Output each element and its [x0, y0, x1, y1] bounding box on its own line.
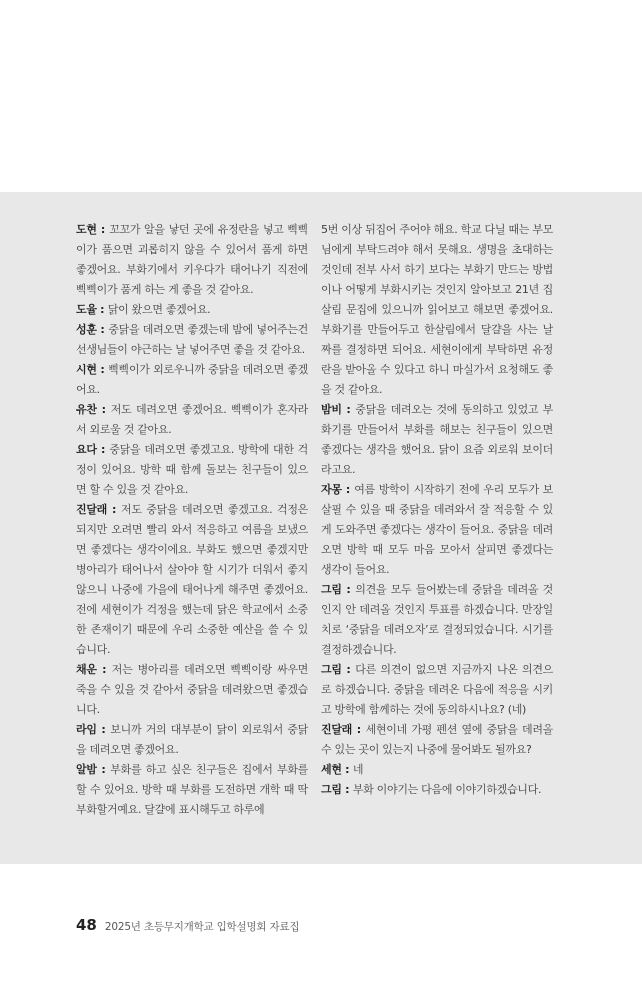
dialogue-line [76, 660, 308, 720]
dialogue-line [321, 760, 553, 780]
speaker-name: 채운 : [76, 663, 112, 676]
page-footer [76, 916, 299, 934]
speaker-name: 진달래 : [76, 503, 122, 516]
dialogue-line [321, 220, 553, 400]
left-column [76, 220, 308, 820]
speaker-name: 라임 : [76, 723, 111, 736]
dialogue-text: 보니까 거의 대부분이 닭이 외로워서 중닭을 데려오면 좋겠어요. [76, 723, 309, 756]
speaker-name: 도율 : [76, 303, 108, 316]
dialogue-text: 5번 이상 뒤집어 주어야 해요. 학교 다닐 때는 부모님에게 부탁드려야 해서 못해요. 생명을 초대하는 것인데 전부 사서 하기 보다는 부화기 만드는 방법이나 어떻게 부화시키는 것인지 알아보고 21년 집살림 문집에 있으니까 읽어보고 해보면 좋겠어요. 부화기를 만들어두고 한살림에서 달걀을 사는 날짜를 결정하면 되어요. 세현이에게 부탁하면 유정란을 받아올 수 있다고 하니 마실가서 요청해도 좋을 것 같아요. [321, 223, 553, 396]
dialogue-line [321, 400, 553, 480]
dialogue-line [76, 500, 308, 660]
dialogue-text: 저는 병아리를 데려오면 삑삑이랑 싸우면 죽을 수 있을 것 같아서 중닭을 데려왔으면 좋겠습니다. [76, 663, 308, 716]
page-number: 48 [76, 916, 97, 934]
speaker-name: 세현 : [321, 763, 353, 776]
dialogue-line [76, 220, 308, 300]
dialogue-text: 중닭을 데려오면 좋겠고요. 방학에 대한 걱정이 있어요. 방학 때 함께 돌보는 친구들이 있으면 할 수 있을 것 같아요. [76, 443, 308, 496]
speaker-name: 도현 : [76, 223, 110, 236]
dialogue-line [76, 720, 308, 760]
dialogue-text: 부화를 하고 싶은 친구들은 집에서 부화를 할 수 있어요. 방학 때 부화를 도전하면 개학 때 딱 부화할거예요. 달걀에 표시해두고 하루에 [76, 763, 309, 816]
dialogue-text: 삑삑이가 외로우니까 중닭을 데려오면 좋겠어요. [76, 363, 309, 396]
speaker-name: 밤비 : [321, 403, 356, 416]
dialogue-line [321, 480, 553, 580]
speaker-name: 요다 : [76, 443, 110, 456]
speaker-name: 진달래 : [321, 723, 366, 736]
speaker-name: 그림 : [321, 663, 356, 676]
dialogue-text: 저도 중닭을 데려오면 좋겠고요. 걱정은 되지만 오려면 빨리 와서 적응하고 여름을 보냈으면 좋겠다는 생각이에요. 부화도 했으면 좋겠지만 병아리가 태어나서 살아야 할 시기가 더워서 좋지 않으니 나중에 가을에 태어나게 해주면 좋겠어요. 전에 세현이가 걱정을 했는데 닭은 학교에서 소중한 존재이기 때문에 우리 소중한 예산을 쓸 수 있습니다. [76, 503, 308, 656]
document-title: 2025년 초등무지개학교 입학설명회 자료집 [104, 921, 300, 933]
dialogue-line [76, 760, 308, 820]
dialogue-line [321, 780, 553, 800]
dialogue-text: 여름 방학이 시작하기 전에 우리 모두가 보살필 수 있을 때 중닭을 데려와서 잘 적응할 수 있게 도와주면 좋겠다는 생각이 들어요. 중닭을 데려오면 방학 때 모두 마음 모아서 살피면 좋겠다는 생각이 들어요. [321, 483, 553, 576]
dialogue-line [76, 440, 308, 500]
dialogue-line [76, 400, 308, 440]
speaker-name: 그림 : [321, 583, 356, 596]
dialogue-line [76, 320, 308, 360]
speaker-name: 유찬 : [76, 403, 111, 416]
speaker-name: 그림 : [321, 783, 353, 796]
dialogue-text: 다른 의견이 없으면 지금까지 나온 의견으로 하겠습니다. 중닭을 데려온 다음에 적응을 시키고 방학에 함께하는 것에 동의하시나요? (네) [321, 663, 554, 716]
speaker-name: 성훈 : [76, 323, 109, 336]
dialogue-text: 네 [352, 763, 364, 776]
dialogue-text: 의견을 모두 들어봤는데 중닭을 데려올 것인지 안 데려올 것인지 투표를 하겠습니다. 만장일치로 ‘중닭을 데려오자’로 결정되었습니다. 시기를 결정하겠습니다. [321, 583, 554, 656]
speaker-name: 알밤 : [76, 763, 111, 776]
dialogue-line [321, 580, 553, 660]
dialogue-text: 꼬꼬가 알을 낳던 곳에 유정란을 넣고 삑삑이가 품으면 괴롭히지 않을 수 있어서 품게 하면 좋겠어요. 부화기에서 키우다가 태어나기 직전에 삑삑이가 품게 하는 게 좋을 것 같아요. [76, 223, 308, 296]
speaker-name: 시현 : [76, 363, 109, 376]
right-column [321, 220, 553, 800]
dialogue-line [321, 660, 553, 720]
dialogue-line [321, 720, 553, 760]
dialogue-line [76, 360, 308, 400]
dialogue-text: 중닭을 데려오면 좋겠는데 밤에 넣어주는건 선생님들이 야근하는 날 넣어주면 좋을 것 같아요. [76, 323, 309, 356]
dialogue-text: 닭이 왔으면 좋겠어요. [107, 303, 211, 316]
speaker-name: 자몽 : [321, 483, 355, 496]
dialogue-text: 세현이네 가평 펜션 옆에 중닭을 데려올 수 있는 곳이 있는지 나중에 물어봐도 될까요? [321, 723, 553, 756]
dialogue-text: 부화 이야기는 다음에 이야기하겠습니다. [352, 783, 542, 796]
dialogue-text: 중닭을 데려오는 것에 동의하고 있었고 부화기를 만들어서 부화를 해보는 친구들이 있으면 좋겠다는 생각을 했어요. 닭이 요즘 외로워 보이더라고요. [321, 403, 554, 476]
dialogue-text: 저도 데려오면 좋겠어요. 삑삑이가 혼자라서 외로울 것 같아요. [76, 403, 308, 436]
dialogue-line [76, 300, 308, 320]
